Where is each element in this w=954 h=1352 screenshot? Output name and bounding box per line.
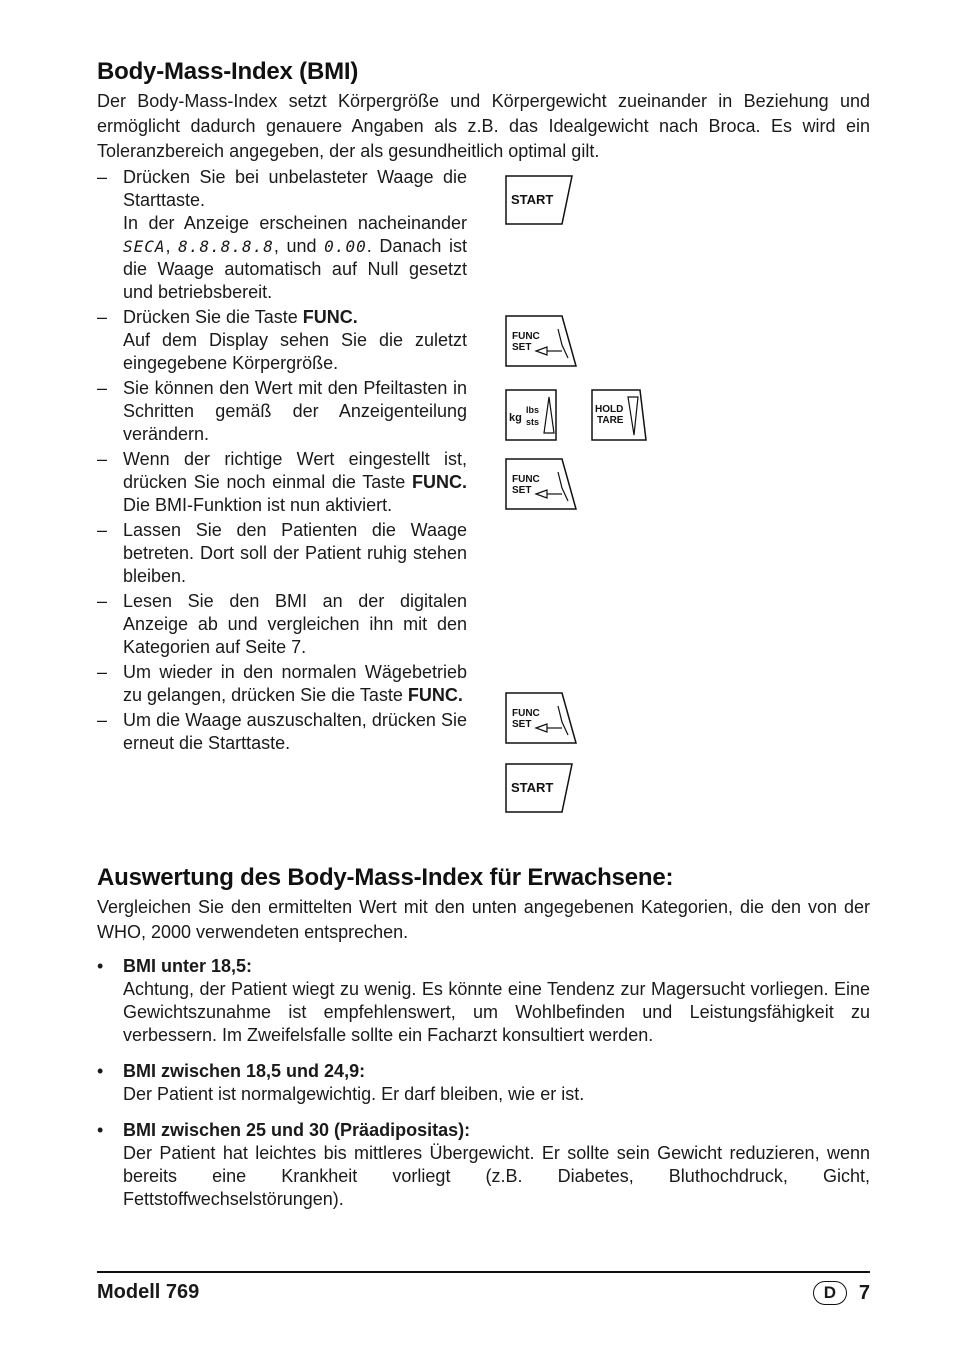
footer-page-info xyxy=(813,1281,870,1305)
step-text: Drücken Sie die Taste FUNC. xyxy=(123,307,358,327)
evaluation-intro-paragraph: Vergleichen Sie den ermittelten Wert mit den unten angegebenen Kategorien, die den von der WHO, 2000 verwendeten entsprechen. xyxy=(97,897,870,942)
step-dash: – xyxy=(97,307,108,327)
bmi-intro-paragraph: Der Body-Mass-Index setzt Körpergröße und Körpergewicht zueinander in Beziehung und ermöglicht dadurch genauere Angaben als z.B. das Idealgewicht nach Broca. Es wird ein Toleranzbereich angegeben, der als gesundheitlich optimal gilt. xyxy=(97,91,870,161)
kg-lbs-sts-key-illustration xyxy=(505,389,557,441)
list-item xyxy=(97,955,870,1047)
svg-text:HOLD: HOLD xyxy=(595,404,624,415)
instruction-steps xyxy=(97,166,467,757)
step-1 xyxy=(97,166,467,304)
step-dash: – xyxy=(97,378,108,398)
svg-text:FUNC: FUNC xyxy=(512,474,540,485)
step-8 xyxy=(97,709,467,755)
lcd-segments: 8.8.8.8.8 xyxy=(178,237,274,256)
func-set-key-illustration-2 xyxy=(505,458,577,510)
bullet-title: BMI zwischen 18,5 und 24,9: xyxy=(123,1061,366,1081)
footer-divider xyxy=(97,1271,870,1273)
step-text: Um die Waage auszuschalten, drücken Sie erneut die Starttaste. xyxy=(123,710,467,753)
page-number: 7 xyxy=(858,1281,870,1304)
lcd-zero: 0.00 xyxy=(324,237,367,256)
bmi-category-list xyxy=(97,955,870,1224)
svg-text:SET: SET xyxy=(512,485,532,496)
step-text: Lesen Sie den BMI an der digitalen Anzeige ab und vergleichen ihn mit den Kategorien auf Seite 7. xyxy=(123,591,467,657)
step-4 xyxy=(97,448,467,517)
start-key-illustration-2 xyxy=(505,763,573,813)
step-dash: – xyxy=(97,591,108,611)
step-2 xyxy=(97,306,467,375)
bullet-dot: • xyxy=(97,1120,104,1140)
language-badge: D xyxy=(813,1281,847,1305)
func-set-key-illustration-3 xyxy=(505,692,577,744)
step-subtext: In der Anzeige erscheinen nacheinander SECA, 8.8.8.8.8, und 0.00. Danach ist die Waage automatisch auf Null gesetzt und betriebsbereit. xyxy=(123,213,467,302)
step-text: Sie können den Wert mit den Pfeiltasten in Schritten gemäß der Anzeigenteilung verändern. xyxy=(123,378,467,444)
step-text: Um wieder in den normalen Wägebetrieb zu gelangen, drücken Sie die Taste FUNC. xyxy=(123,662,467,705)
bullet-text: Der Patient ist normalgewichtig. Er darf bleiben, wie er ist. xyxy=(123,1084,585,1104)
bullet-dot: • xyxy=(97,956,104,976)
bullet-text: Achtung, der Patient wiegt zu wenig. Es könnte eine Tendenz zur Magersucht vorliegen. Eine Gewichtszunahme ist empfehlenswert, um Wohlbefinden und Leistungsfähigkeit zu verbessern. Im Zweifelsfalle sollte ein Facharzt konsultiert werden. xyxy=(123,979,870,1045)
svg-text:lbs: lbs xyxy=(526,405,540,415)
footer-model: Modell 769 xyxy=(97,1281,200,1303)
svg-text:SET: SET xyxy=(512,342,532,353)
svg-text:FUNC: FUNC xyxy=(512,331,540,342)
bullet-title: BMI zwischen 25 und 30 (Präadipositas): xyxy=(123,1120,471,1140)
list-item xyxy=(97,1060,870,1106)
section-title-evaluation: Auswertung des Body-Mass-Index für Erwachsene: xyxy=(97,864,674,891)
step-text: Lassen Sie den Patienten die Waage betreten. Dort soll der Patient ruhig stehen bleiben. xyxy=(123,520,467,586)
bullet-text: Der Patient hat leichtes bis mittleres Übergewicht. Er sollte sein Gewicht reduzieren, wenn bereits eine Krankheit vorliegt (z.B. Diabetes, Bluthochdruck, Gicht, Fettstoffwechselstörungen). xyxy=(123,1143,870,1209)
step-dash: – xyxy=(97,662,108,682)
svg-text:START: START xyxy=(511,192,554,207)
svg-text:START: START xyxy=(511,780,554,795)
step-dash: – xyxy=(97,449,108,469)
svg-text:FUNC: FUNC xyxy=(512,708,540,719)
svg-text:kg: kg xyxy=(509,412,522,424)
lcd-seca: SECA xyxy=(123,237,166,256)
list-item xyxy=(97,1119,870,1211)
step-5 xyxy=(97,519,467,588)
bullet-title: BMI unter 18,5: xyxy=(123,956,253,976)
func-set-key-illustration xyxy=(505,315,577,367)
step-6 xyxy=(97,590,467,659)
step-text: Drücken Sie bei unbelasteter Waage die Starttaste. xyxy=(123,167,467,210)
hold-tare-key-illustration xyxy=(591,389,647,441)
section-title-bmi: Body-Mass-Index (BMI) xyxy=(97,58,359,85)
bullet-dot: • xyxy=(97,1061,104,1081)
start-key-illustration xyxy=(505,175,573,225)
step-dash: – xyxy=(97,710,108,730)
svg-text:TARE: TARE xyxy=(597,415,624,426)
step-7 xyxy=(97,661,467,707)
step-subtext: Auf dem Display sehen Sie die zuletzt eingegebene Körpergröße. xyxy=(123,330,467,373)
svg-text:SET: SET xyxy=(512,719,532,730)
step-dash: – xyxy=(97,520,108,540)
step-text: Wenn der richtige Wert eingestellt ist, drücken Sie noch einmal die Taste FUNC. Die BMI-Funktion ist nun aktiviert. xyxy=(123,449,467,515)
svg-text:sts: sts xyxy=(526,417,540,427)
step-3 xyxy=(97,377,467,446)
step-dash: – xyxy=(97,167,108,187)
